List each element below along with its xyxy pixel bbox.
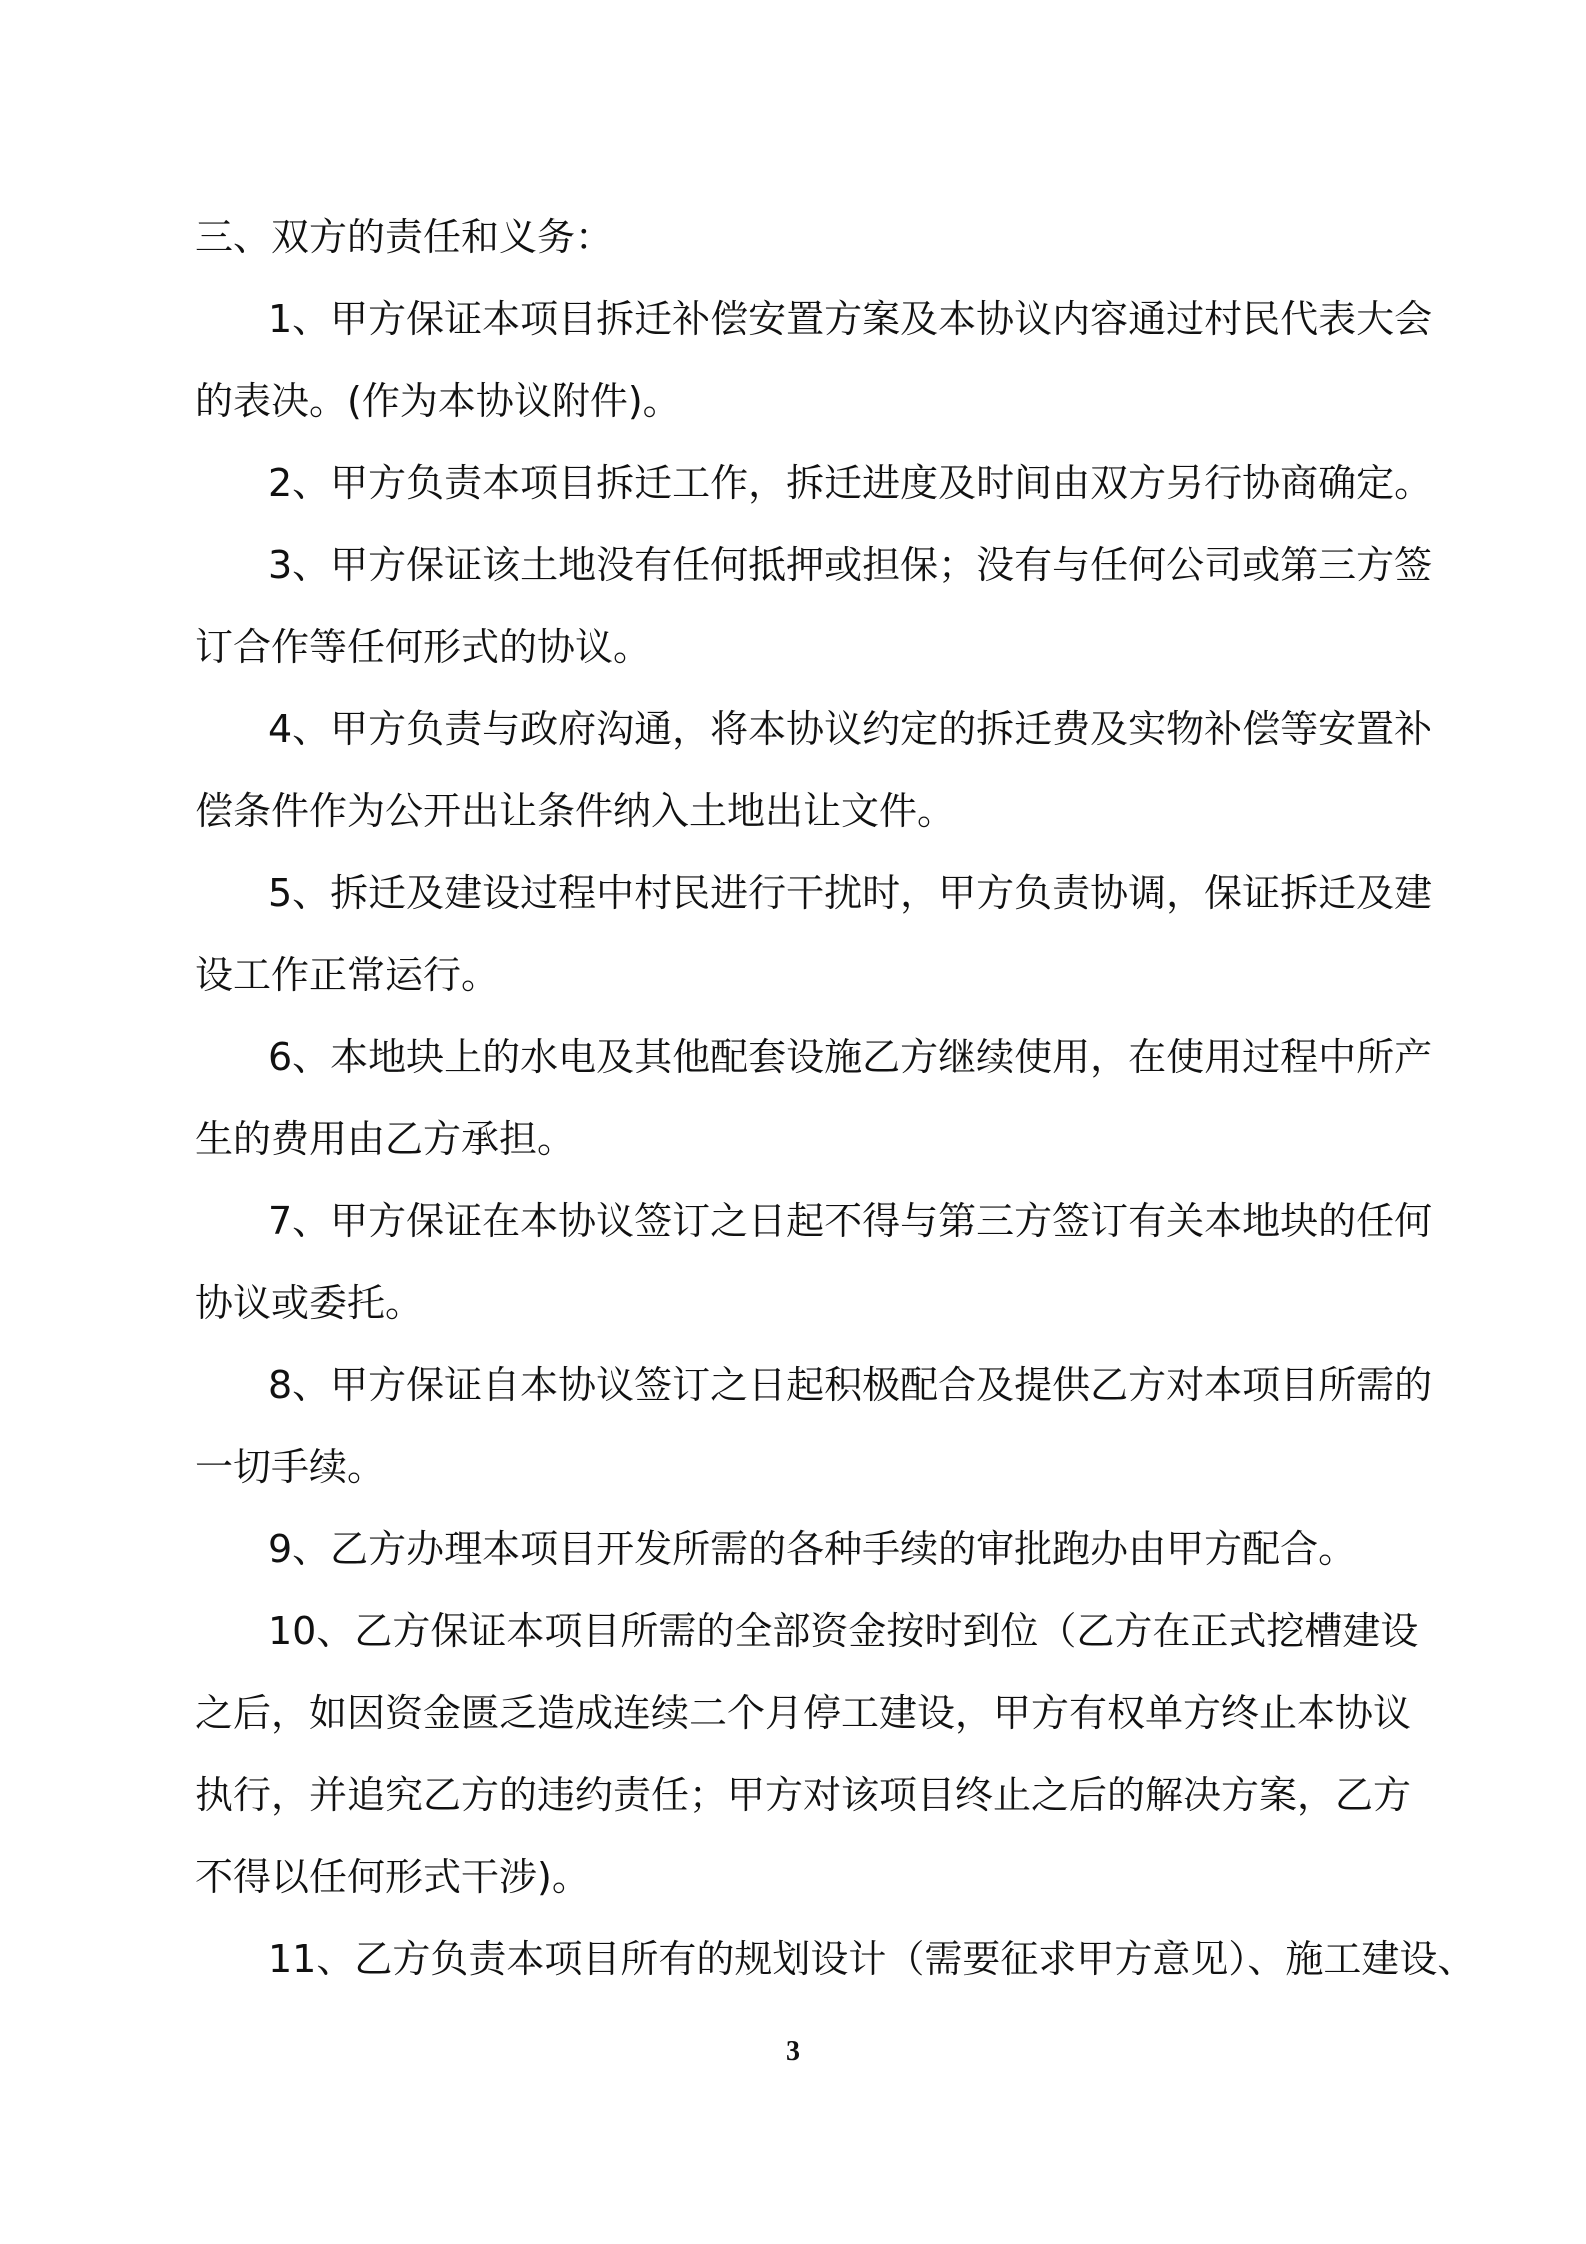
clause-3-line-2: 订合作等任何形式的协议。 (195, 625, 652, 669)
clause-9-line-1: 9、乙方办理本项目开发所需的各种手续的审批跑办由甲方配合。 (268, 1527, 1357, 1571)
clause-4-line-1: 4、甲方负责与政府沟通，将本协议约定的拆迁费及实物补偿等安置补 (268, 707, 1433, 751)
clause-6-line-2: 生的费用由乙方承担。 (195, 1117, 576, 1161)
clause-4-line-2: 偿条件作为公开出让条件纳入土地出让文件。 (195, 789, 956, 833)
clause-2-line-1: 2、甲方负责本项目拆迁工作，拆迁进度及时间由双方另行协商确定。 (268, 461, 1433, 505)
clause-8-line-1: 8、甲方保证自本协议签订之日起积极配合及提供乙方对本项目所需的 (268, 1363, 1433, 1407)
clause-10-line-2: 之后，如因资金匮乏造成连续二个月停工建设，甲方有权单方终止本协议 (195, 1691, 1412, 1735)
clause-6-line-1: 6、本地块上的水电及其他配套设施乙方继续使用，在使用过程中所产 (268, 1035, 1433, 1079)
clause-7-line-2: 协议或委托。 (195, 1281, 424, 1325)
clause-10-line-1: 10、乙方保证本项目所需的全部资金按时到位（乙方在正式挖槽建设 (268, 1609, 1419, 1653)
clause-1-line-1: 1、甲方保证本项目拆迁补偿安置方案及本协议内容通过村民代表大会 (268, 297, 1433, 341)
clause-5-line-2: 设工作正常运行。 (195, 953, 500, 997)
clause-7-line-1: 7、甲方保证在本协议签订之日起不得与第三方签订有关本地块的任何 (268, 1199, 1433, 1243)
clause-10-line-4: 不得以任何形式干涉)。 (195, 1855, 590, 1899)
clause-1-line-2: 的表决。(作为本协议附件)。 (195, 379, 681, 423)
clause-10-line-3: 执行，并追究乙方的违约责任；甲方对该项目终止之后的解决方案，乙方 (195, 1773, 1412, 1817)
section-heading: 三、双方的责任和义务： (195, 215, 614, 259)
clause-5-line-1: 5、拆迁及建设过程中村民进行干扰时，甲方负责协调，保证拆迁及建 (268, 871, 1433, 915)
clause-11-line-1: 11、乙方负责本项目所有的规划设计（需要征求甲方意见）、施工建设、 (268, 1937, 1476, 1981)
page-number: 3 (786, 2036, 800, 2067)
clause-3-line-1: 3、甲方保证该土地没有任何抵押或担保；没有与任何公司或第三方签 (268, 543, 1433, 587)
clause-8-line-2: 一切手续。 (195, 1445, 386, 1489)
